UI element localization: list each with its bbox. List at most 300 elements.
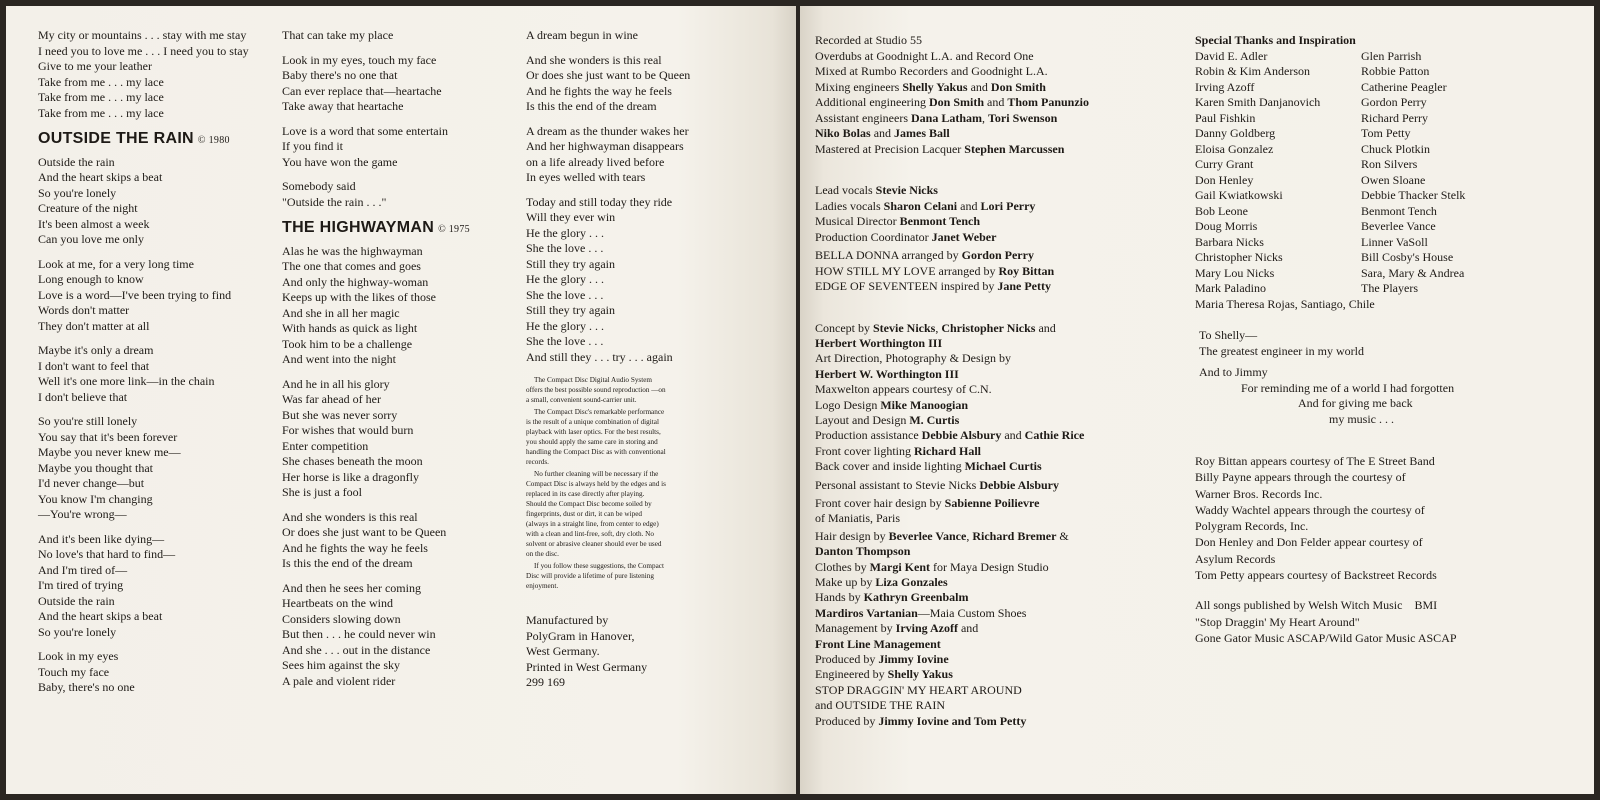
- credit-role: Produced by: [815, 713, 879, 728]
- lyric-line: No love's that hard to find—: [38, 547, 176, 561]
- vocal-credits: [815, 183, 1175, 295]
- song-title-text: THE HIGHWAYMAN: [282, 219, 435, 236]
- lyric-line: Take from me . . . my lace: [38, 74, 164, 89]
- song-title: [38, 131, 278, 149]
- thanks-name: Mary Lou Nicks: [1195, 265, 1275, 280]
- lyric-line: Can you love me only: [38, 232, 144, 246]
- credit-name: Benmont Tench: [899, 214, 980, 228]
- lyric-line: Words don't matter: [38, 303, 130, 317]
- credit-name: Liza Gonzales: [875, 575, 948, 589]
- courtesy-line: Roy Bittan appears courtesy of The E Street Band: [1195, 454, 1435, 468]
- lyric-line: But then . . . he could never win: [282, 627, 436, 641]
- lyric-line: And he in all his glory: [282, 376, 390, 391]
- credit-conj: and: [1001, 428, 1025, 443]
- mfg-line: West Germany.: [526, 644, 600, 658]
- credit-line: [815, 560, 1175, 575]
- credit-conj: &: [1056, 528, 1069, 543]
- credit-role: Personal assistant to Stevie Nicks: [815, 477, 980, 492]
- credit-line: [815, 214, 1175, 230]
- thanks-name: Irving Azoff: [1195, 79, 1255, 94]
- lyric-line: Heartbeats on the wind: [282, 596, 393, 610]
- credit-role: Production Coordinator: [815, 229, 932, 244]
- credit-role: Lead vocals: [815, 183, 876, 197]
- credit-name: Stevie Nicks: [873, 320, 936, 335]
- lyric-line: Somebody said: [282, 179, 356, 193]
- lyric-line: I'm tired of trying: [38, 578, 124, 592]
- cd-note-paragraph: The Compact Disc's remarkable performance is the result of a unique combination of digital playback with laser optics. For the best results, you should apply the same care in storing and handling the Compact Disc as with conventional records.: [526, 408, 666, 466]
- lyric-line: And she in all her magic: [282, 305, 400, 320]
- credit-name: Richard Bremer: [972, 528, 1057, 543]
- lyric-line: Or does she just want to be Queen: [526, 68, 691, 82]
- credit-conj: ,: [982, 110, 988, 125]
- credit-line: [815, 544, 1175, 559]
- lyric-line: But she was never sorry: [282, 407, 398, 422]
- credit-line: Maxwelton appears courtesy of C.N.: [815, 382, 992, 397]
- lyric-line: And it's been like dying—: [38, 531, 165, 546]
- lyric-line: And he fights the way he feels: [526, 83, 672, 98]
- lyric-line: He the glory . . .: [526, 318, 604, 333]
- credit-role: Concept by: [815, 320, 873, 335]
- credit-line: [815, 279, 1175, 295]
- lyric-line: Outside the rain: [38, 593, 115, 608]
- credit-name: Christopher Nicks: [941, 320, 1036, 335]
- thanks-name: Chuck Plotkin: [1361, 141, 1431, 156]
- credit-line: [815, 126, 1175, 142]
- credit-line: [815, 667, 1175, 682]
- lyric-line: It's been almost a week: [38, 216, 150, 231]
- lyric-line: A dream as the thunder wakes her: [526, 123, 689, 138]
- courtesy-line: Tom Petty appears courtesy of Backstreet Records: [1195, 568, 1437, 583]
- lyric-line: She the love . . .: [526, 241, 604, 255]
- courtesy-line: Warner Bros. Records Inc.: [1195, 486, 1323, 501]
- dedication-line: And for giving me back: [1298, 396, 1413, 410]
- lyric-line: And went into the night: [282, 352, 396, 366]
- credit-name: Kathryn Greenbalm: [863, 590, 969, 605]
- credit-name: Lori Perry: [980, 198, 1036, 213]
- lyric-line: Or does she just want to be Queen: [282, 525, 447, 539]
- lyric-line: I don't want to feel that: [38, 358, 150, 373]
- credit-name: M. Curtis: [909, 412, 960, 427]
- lyric-line: In eyes welled with tears: [526, 170, 646, 184]
- mfg-line: Printed in West Germany: [526, 659, 648, 674]
- credit-role: Back cover and inside lighting: [815, 459, 965, 474]
- credit-name: Mardiros Vartanian: [815, 605, 918, 620]
- thanks-name: Beverlee Vance: [1361, 219, 1436, 233]
- lyric-line: Look in my eyes: [38, 649, 119, 663]
- credit-name: Jimmy Iovine: [878, 652, 949, 667]
- lyric-line: He the glory . . .: [526, 272, 604, 286]
- credit-role: Assistant engineers: [815, 110, 911, 125]
- thanks-name: Glen Parrish: [1361, 48, 1422, 63]
- lyrics-column-2: [282, 28, 522, 698]
- thanks-name: Doug Morris: [1195, 219, 1258, 233]
- lyric-line: You have won the game: [282, 154, 398, 169]
- lyric-line: Baby, there's no one: [38, 680, 135, 694]
- lyric-line: Still they try again: [526, 303, 615, 317]
- lyric-line: Maybe you thought that: [38, 460, 153, 475]
- credit-name: James Ball: [894, 126, 950, 140]
- credit-name: Shelly Yakus: [887, 667, 953, 682]
- credit-line: [815, 80, 1175, 96]
- lyric-line: Look at me, for a very long time: [38, 256, 194, 271]
- dedication-line: my music . . .: [1329, 411, 1394, 426]
- credit-name: Thom Panunzio: [1007, 95, 1090, 109]
- thanks-name: Owen Sloane: [1361, 172, 1426, 187]
- courtesy-line: Billy Payne appears through the courtesy of: [1195, 470, 1406, 485]
- courtesy-line: Polygram Records, Inc.: [1195, 519, 1309, 534]
- lyric-line: My city or mountains . . . stay with me stay: [38, 28, 247, 42]
- credit-conj: for Maya Design Studio: [930, 559, 1049, 574]
- courtesy-line: Asylum Records: [1195, 551, 1276, 566]
- lyric-line: He the glory . . .: [526, 225, 604, 240]
- thanks-name: Gail Kwiatkowski: [1195, 188, 1283, 202]
- lyric-line: For wishes that would burn: [282, 423, 414, 437]
- thanks-column: [1195, 33, 1575, 646]
- credit-line: [815, 529, 1175, 544]
- credit-line: Recorded at Studio 55: [815, 33, 922, 47]
- credit-line: [815, 575, 1175, 590]
- lyric-line: The one that comes and goes: [282, 259, 421, 273]
- lyric-line: And she wonders is this real: [526, 52, 662, 67]
- lyric-line: Was far ahead of her: [282, 392, 381, 406]
- credit-line: Overdubs at Goodnight L.A. and Record One: [815, 48, 1034, 63]
- credit-line: [815, 111, 1175, 127]
- manufacturing-info: [526, 613, 726, 691]
- stanza: [282, 581, 522, 690]
- mfg-line: PolyGram in Hanover,: [526, 628, 635, 643]
- lyric-line: So you're lonely: [38, 185, 117, 200]
- dedication-line: The greatest engineer in my world: [1199, 343, 1364, 358]
- credits-column: [815, 33, 1175, 739]
- dedication-line: To Shelly—: [1199, 328, 1258, 342]
- lyric-line: Today and still today they ride: [526, 194, 673, 209]
- stanza: [38, 649, 278, 696]
- thanks-name: Barbara Nicks: [1195, 234, 1264, 249]
- credit-line: [815, 248, 1175, 264]
- thanks-name: Karen Smith Danjanovich: [1195, 95, 1321, 109]
- stanza: [282, 244, 522, 368]
- copyright-year: © 1980: [197, 135, 230, 146]
- lyric-line: And he fights the way he feels: [282, 540, 428, 555]
- thanks-name: Bill Cosby's House: [1361, 250, 1454, 264]
- thanks-name: Debbie Thacker Stelk: [1361, 188, 1466, 202]
- lyric-line: Maybe it's only a dream: [38, 343, 154, 357]
- publishing-line: "Stop Draggin' My Heart Around": [1195, 614, 1360, 629]
- lyric-line: Look in my eyes, touch my face: [282, 52, 437, 67]
- mfg-line: Manufactured by: [526, 613, 609, 627]
- credit-name: Stevie Nicks: [875, 183, 938, 197]
- courtesy-line: Waddy Wachtel appears through the courtesy of: [1195, 502, 1425, 517]
- credit-line: [815, 413, 1175, 428]
- stanza: [38, 28, 278, 121]
- song-title-text: OUTSIDE THE RAIN: [38, 130, 194, 147]
- credit-role: Hair design by: [815, 528, 889, 543]
- lyric-line: She the love . . .: [526, 334, 604, 348]
- cd-note-paragraph: The Compact Disc Digital Audio System offers the best possible sound reproduction —on a small, convenient sound-carrier unit.: [526, 376, 666, 404]
- lyric-line: Can ever replace that—heartache: [282, 83, 442, 98]
- lyric-line: Maybe you never knew me—: [38, 445, 181, 459]
- credit-role: Hands by: [815, 590, 864, 605]
- stanza: [526, 195, 726, 366]
- credit-line: STOP DRAGGIN' MY HEART AROUND: [815, 682, 1022, 697]
- left-booklet-page: [6, 6, 796, 794]
- credit-name: Niko Bolas: [815, 126, 871, 140]
- credit-name: Don Smith: [928, 95, 984, 109]
- credit-role: Layout and Design: [815, 412, 910, 427]
- credit-line: of Maniatis, Paris: [815, 511, 900, 526]
- lyric-line: Enter competition: [282, 438, 369, 453]
- credit-name: Jimmy Iovine and Tom Petty: [878, 713, 1027, 728]
- credit-conj: and: [870, 126, 895, 140]
- lyric-line: And she . . . out in the distance: [282, 642, 431, 657]
- credit-conj: ,: [966, 528, 973, 543]
- credit-conj: ,: [935, 320, 942, 335]
- cd-note-paragraph: No further cleaning will be necessary if the Compact Disc is always held by the edges and is replaced in its case directly after playing. Should the Compact Disc become soiled by fingerprints, dust or dirt, it can be wiped (always in a straight line, from center to edge) with a clean and lint-free, soft, dry cloth. No solvent or abrasive cleaner should ever be used on the disc.: [526, 470, 666, 558]
- credit-line: [815, 444, 1175, 459]
- lyric-line: "Outside the rain . . .": [282, 194, 387, 209]
- lyric-line: Her horse is like a dragonfly: [282, 469, 419, 484]
- lyric-line: That can take my place: [282, 28, 394, 42]
- lyric-line: Sees him against the sky: [282, 658, 400, 672]
- credit-role: Mastered at Precision Lacquer: [815, 141, 965, 156]
- stanza: [38, 257, 278, 335]
- lyric-line: A pale and violent rider: [282, 673, 396, 688]
- credit-line: [815, 590, 1175, 605]
- credit-name: Shelly Yakus: [902, 79, 968, 94]
- credit-name: Don Smith: [990, 79, 1046, 94]
- credit-line: [815, 367, 1175, 382]
- credit-line: [815, 714, 1175, 729]
- lyric-line: —You're wrong—: [38, 507, 127, 521]
- credit-name: Debbie Alsbury: [979, 477, 1060, 492]
- thanks-name: Bob Leone: [1195, 203, 1248, 218]
- thanks-name: Robbie Patton: [1361, 64, 1430, 78]
- stanza: [38, 532, 278, 641]
- lyric-line: Outside the rain: [38, 154, 115, 169]
- publishing-line: Gone Gator Music ASCAP/Wild Gator Music ASCAP: [1195, 630, 1457, 645]
- lyric-line: A dream begun in wine: [526, 28, 638, 42]
- publishing-line: All songs published by Welsh Witch Music BMI: [1195, 598, 1438, 613]
- dedication-line: For reminding me of a world I had forgotten: [1241, 380, 1455, 395]
- lyric-line: I need you to love me . . . I need you to stay: [38, 43, 249, 58]
- credit-role: Make up by: [815, 575, 876, 589]
- thanks-name: Richard Perry: [1361, 110, 1428, 125]
- stanza: [282, 53, 522, 115]
- compact-disc-notes: [526, 375, 666, 591]
- credit-role: Production assistance: [815, 428, 922, 443]
- copyright-year: © 1975: [438, 224, 470, 235]
- credit-line: [815, 398, 1175, 413]
- thanks-name: Curry Grant: [1195, 157, 1254, 171]
- lyric-line: on a life already lived before: [526, 154, 665, 169]
- thanks-name: Paul Fishkin: [1195, 110, 1256, 125]
- credit-conj: and: [967, 79, 991, 94]
- stanza: [282, 510, 522, 572]
- credit-role: Front cover lighting: [815, 443, 914, 458]
- thanks-name: Mark Paladino: [1195, 281, 1266, 295]
- stanza: [38, 343, 278, 405]
- credit-name: Roy Bittan: [998, 263, 1055, 278]
- credit-role: Management by: [815, 621, 896, 636]
- lyric-line: Touch my face: [38, 664, 110, 679]
- credit-line: [815, 230, 1175, 246]
- thanks-name: Benmont Tench: [1361, 203, 1437, 218]
- credit-line: [815, 321, 1175, 336]
- stanza: [38, 414, 278, 523]
- catalog-number: 299 169: [526, 675, 565, 689]
- lyric-line: Take away that heartache: [282, 99, 404, 113]
- recording-credits: [815, 33, 1175, 157]
- lyric-line: So you're still lonely: [38, 414, 138, 428]
- credit-name: Beverlee Vance: [888, 528, 967, 543]
- credit-conj: and: [984, 95, 1008, 109]
- credit-name: Janet Weber: [931, 229, 997, 244]
- lyric-line: So you're lonely: [38, 624, 117, 639]
- credit-role: BELLA DONNA arranged by: [815, 248, 962, 262]
- concept-credits: [815, 321, 1175, 730]
- thanks-name: Linner VaSoll: [1361, 234, 1428, 249]
- lyric-line: Long enough to know: [38, 272, 144, 286]
- credit-line: Art Direction, Photography & Design by: [815, 351, 1011, 366]
- credit-role: Additional engineering: [815, 95, 929, 109]
- credit-name: Sabienne Poilievre: [944, 495, 1040, 510]
- lyrics-column-1: [38, 28, 278, 705]
- credit-line: and OUTSIDE THE RAIN: [815, 698, 946, 713]
- thanks-name: Sara, Mary & Andrea: [1361, 265, 1465, 280]
- credit-role: Front cover hair design by: [815, 495, 945, 510]
- credit-role: EDGE OF SEVENTEEN inspired by: [815, 279, 998, 293]
- credit-conj: and: [1035, 320, 1056, 335]
- lyric-line: And I'm tired of—: [38, 562, 128, 577]
- credit-line: [815, 428, 1175, 443]
- thanks-list: [1195, 49, 1575, 297]
- lyric-line: And still they . . . try . . . again: [526, 349, 673, 364]
- credit-name: Dana Latham: [910, 110, 982, 125]
- credit-name: Danton Thompson: [815, 544, 911, 559]
- lyric-line: Keeps up with the likes of those: [282, 290, 436, 304]
- lyric-line: I don't believe that: [38, 389, 128, 404]
- lyric-line: I'd never change—but: [38, 476, 145, 490]
- lyric-line: Still they try again: [526, 256, 615, 271]
- credit-line: [815, 336, 1175, 351]
- lyric-line: She the love . . .: [526, 287, 604, 302]
- credit-line: [815, 183, 1175, 199]
- credit-line: [815, 496, 1175, 511]
- thanks-heading: Special Thanks and Inspiration: [1195, 33, 1356, 47]
- lyric-line: And the heart skips a beat: [38, 609, 163, 623]
- credit-line: [815, 621, 1175, 636]
- credit-name: Sharon Celani: [883, 198, 958, 213]
- credit-role: Musical Director: [815, 214, 900, 228]
- lyric-line: And then he sees her coming: [282, 580, 421, 595]
- lyric-line: And only the highway-woman: [282, 274, 429, 289]
- cd-note-paragraph: If you follow these suggestions, the Compact Disc will provide a lifetime of pure listening enjoyment.: [526, 562, 664, 590]
- right-booklet-page: [800, 6, 1594, 794]
- lyric-line: Is this the end of the dream: [526, 99, 657, 113]
- courtesy-line: Don Henley and Don Felder appear courtesy of: [1195, 535, 1423, 550]
- label-courtesy: [1195, 453, 1575, 583]
- lyric-line: Take from me . . . my lace: [38, 90, 164, 104]
- stanza: [526, 124, 726, 186]
- thanks-name: Ron Silvers: [1361, 157, 1418, 171]
- lyric-line: They don't matter at all: [38, 318, 150, 333]
- credit-conj: and: [957, 621, 979, 636]
- credit-name: Debbie Alsbury: [921, 428, 1002, 443]
- credit-name: Mike Manoogian: [880, 397, 968, 412]
- lyric-line: If you find it: [282, 139, 343, 153]
- thanks-name: Maria Theresa Rojas, Santiago, Chile: [1195, 296, 1375, 311]
- lyric-line: Is this the end of the dream: [282, 556, 413, 570]
- lyric-line: Give to me your leather: [38, 59, 152, 73]
- stanza: [282, 124, 522, 171]
- credit-line: [815, 652, 1175, 667]
- thanks-name: Danny Goldberg: [1195, 126, 1276, 140]
- stanza: [282, 377, 522, 501]
- thanks-name: Robin & Kim Anderson: [1195, 64, 1311, 78]
- credit-role: Logo Design: [815, 397, 881, 412]
- thanks-name: Christopher Nicks: [1195, 250, 1283, 264]
- credit-role: Mixing engineers: [815, 79, 903, 94]
- credit-name: Gordon Perry: [961, 248, 1034, 262]
- credit-conj: —Maia Custom Shoes: [917, 605, 1027, 620]
- credit-line: [815, 142, 1175, 158]
- lyric-line: Love is a word that some entertain: [282, 123, 448, 138]
- credit-role: Engineered by: [815, 667, 888, 682]
- lyric-line: Took him to be a challenge: [282, 336, 413, 351]
- credit-role: HOW STILL MY LOVE arranged by: [815, 263, 999, 278]
- stanza: [526, 53, 726, 115]
- lyric-line: Love is a word—I've been trying to find: [38, 287, 232, 302]
- credit-line: [815, 459, 1175, 474]
- lyric-line: Well it's one more link—in the chain: [38, 374, 215, 388]
- thanks-name: Tom Petty: [1361, 126, 1411, 140]
- thanks-name: Eloisa Gonzalez: [1195, 141, 1274, 156]
- credit-line: [815, 606, 1175, 621]
- credit-name: Michael Curtis: [964, 459, 1042, 474]
- lyric-line: Creature of the night: [38, 201, 138, 215]
- lyric-line: Considers slowing down: [282, 611, 401, 626]
- stanza: [38, 155, 278, 248]
- credit-role: Clothes by: [815, 559, 870, 574]
- credit-name: Cathie Rice: [1024, 428, 1085, 443]
- thanks-name: The Players: [1361, 281, 1418, 295]
- stanza: [282, 179, 522, 210]
- dedication-line: And to Jimmy: [1199, 365, 1268, 379]
- credit-name: Tori Swenson: [988, 110, 1058, 125]
- lyric-line: She is just a fool: [282, 485, 362, 499]
- song-title: [282, 220, 522, 238]
- credit-line: [815, 264, 1175, 280]
- lyric-line: And the heart skips a beat: [38, 170, 163, 184]
- credit-role: Produced by: [815, 652, 879, 667]
- publishing-info: [1195, 597, 1575, 646]
- thanks-name: Catherine Peagler: [1361, 79, 1447, 94]
- credit-name: Irving Azoff: [895, 621, 958, 636]
- lyric-line: Take from me . . . my lace: [38, 105, 164, 120]
- credit-name: Jane Petty: [997, 279, 1051, 293]
- credit-line: [815, 95, 1175, 111]
- credit-name: Stephen Marcussen: [964, 141, 1065, 156]
- credit-line: [815, 637, 1175, 652]
- lyric-line: Baby there's no one that: [282, 68, 398, 82]
- lyric-line: Alas he was the highwayman: [282, 243, 423, 258]
- credit-conj: and: [957, 198, 981, 213]
- dedication: [1199, 328, 1575, 427]
- lyric-line: Will they ever win: [526, 210, 616, 224]
- credit-line: [815, 478, 1175, 493]
- lyric-line: And her highwayman disappears: [526, 139, 684, 153]
- credit-line: Mixed at Rumbo Recorders and Goodnight L.A.: [815, 64, 1048, 78]
